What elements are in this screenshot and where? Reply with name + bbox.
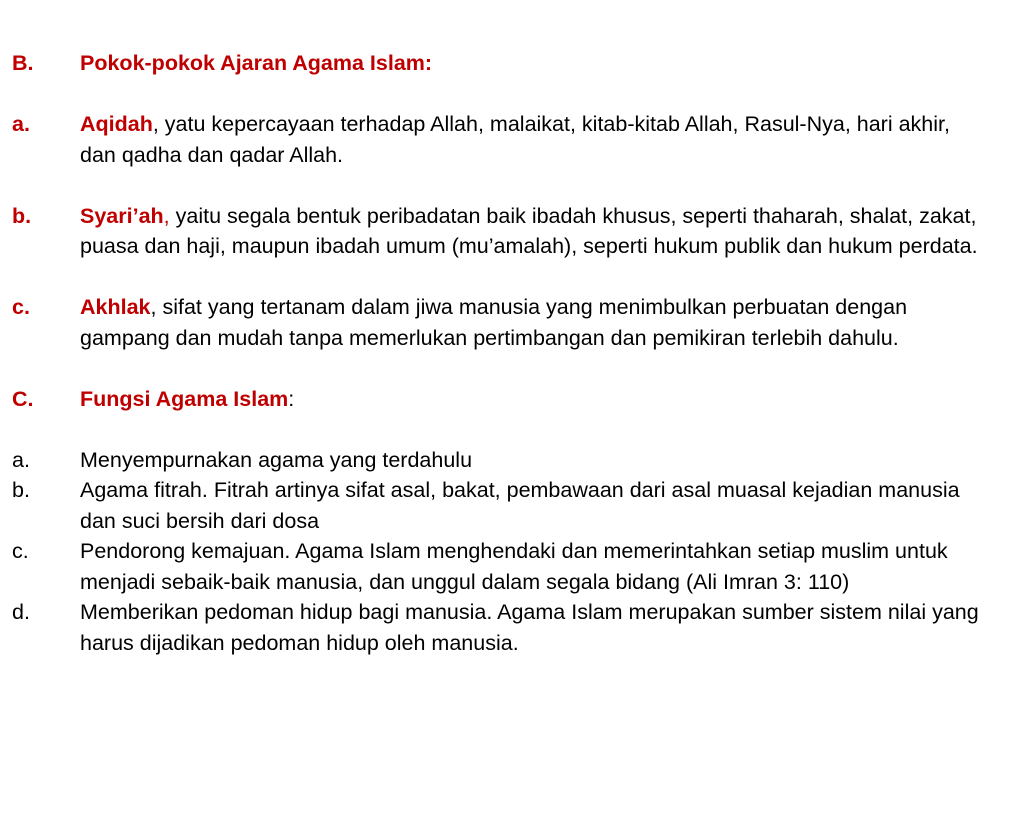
- section-b-marker: B.: [12, 51, 34, 75]
- fungsi-item: [0, 597, 1024, 658]
- pokok-item-term: Aqidah: [80, 112, 153, 136]
- pokok-item-text: , yatu kepercayaan terhadap Allah, malaikat, kitab-kitab Allah, Rasul-Nya, hari akhir, dan qadha dan qadar Allah.: [80, 112, 950, 167]
- pokok-item-term: Akhlak: [80, 295, 151, 319]
- pokok-item-marker: c.: [12, 295, 30, 319]
- fungsi-item-marker: b.: [12, 478, 30, 502]
- pokok-item-text: , sifat yang tertanam dalam jiwa manusia yang menimbulkan perbuatan dengan gampang dan mudah tanpa memerlukan pertimbangan dan pemikiran terlebih dahulu.: [80, 295, 908, 350]
- section-c-title: Fungsi Agama Islam: [80, 386, 289, 411]
- pokok-item-akhlak: [0, 292, 1024, 353]
- section-c-heading: [0, 384, 1024, 415]
- pokok-item-marker: a.: [12, 112, 30, 136]
- section-b-title: Pokok-pokok Ajaran Agama Islam:: [80, 51, 433, 75]
- fungsi-item: [0, 445, 1024, 476]
- fungsi-item-text: Agama fitrah. Fitrah artinya sifat asal, bakat, pembawaan dari asal muasal kejadian manusia dan suci bersih dari dosa: [80, 478, 960, 533]
- fungsi-item-text: Memberikan pedoman hidup bagi manusia. Agama Islam merupakan sumber sistem nilai yang harus dijadikan pedoman hidup oleh manusia.: [80, 600, 979, 655]
- section-b-heading: [0, 48, 1024, 79]
- fungsi-item-marker: c.: [12, 539, 29, 563]
- pokok-item-marker: b.: [12, 203, 32, 228]
- pokok-item-syariah: [0, 201, 1024, 262]
- pokok-item-aqidah: [0, 109, 1024, 170]
- spacer: [0, 262, 1024, 293]
- spacer: [0, 170, 1024, 201]
- spacer: [0, 79, 1024, 110]
- pokok-item-term: Syari’ah: [80, 203, 164, 228]
- fungsi-item-marker: a.: [12, 447, 30, 472]
- pokok-item-text: yaitu segala bentuk peribadatan baik ibadah khusus, seperti thaharah, shalat, zakat, puasa dan haji, maupun ibadah umum (mu’amalah), seperti hukum publik dan hukum perdata.: [80, 203, 978, 258]
- section-c-marker: C.: [12, 386, 34, 411]
- pokok-item-term-suffix: ,: [163, 203, 170, 228]
- fungsi-item: [0, 536, 1024, 597]
- fungsi-item-text: Menyempurnakan agama yang terdahulu: [80, 447, 473, 472]
- spacer: [0, 414, 1024, 445]
- slide-content: [0, 48, 1024, 658]
- fungsi-item-marker: d.: [12, 600, 30, 624]
- section-c-title-suffix: :: [288, 386, 295, 411]
- fungsi-item: [0, 475, 1024, 536]
- fungsi-item-text: Pendorong kemajuan. Agama Islam menghendaki dan memerintahkan setiap muslim untuk menjadi sebaik-baik manusia, dan unggul dalam segala bidang (Ali Imran 3: 110): [80, 539, 948, 594]
- spacer: [0, 353, 1024, 384]
